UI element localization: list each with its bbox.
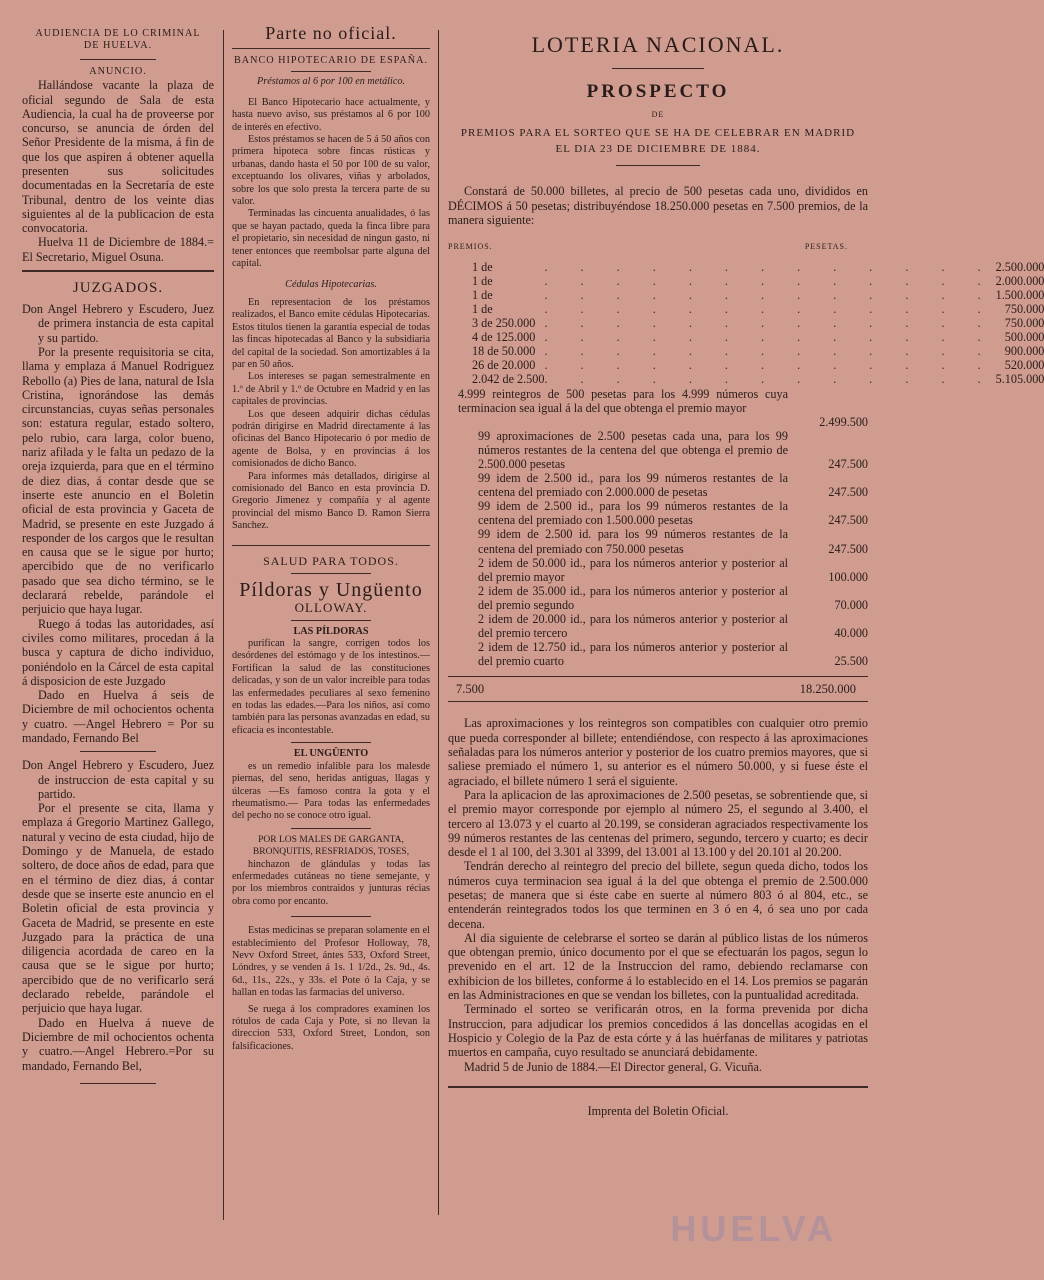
leader-dots: . . . . . . . . . . . . . — [544, 301, 996, 316]
divider — [232, 545, 430, 546]
prize-amount — [788, 387, 868, 415]
prize-count: 99 — [478, 527, 497, 542]
prize-quantity: 18 de 50.000 — [472, 344, 536, 359]
loteria-p3: Tendrán derecho al reintegro del precio del billete, segun queda dicho, todos los números cuya terminacion sea igual á la del que obtenga el premio de 2.500.000 pesetas; de manera que si éste cabe en suerte al número 803 ó al 804, etc., se entenderán reintegrados todos los que terminen en 3 ó en 4, ó sea uno por cada decena. — [448, 859, 868, 931]
requisitoria-1-dado: Dado en Huelva á seis de Diciembre de mil ochocientos ochenta y cuatro. —Angel Hebrero = Por su mandado, Fernando Bel — [22, 688, 214, 745]
anuncio-heading: ANUNCIO. — [89, 65, 147, 77]
banco-p2: Estos préstamos se hacen de 5 á 50 años con primera hipoteca sobre fincas rústicas y urbanas, dando hasta el 50 por 100 de su valor, exceptuando los olivares, viñas y arbolados, sobre los que solo presta la tercera parte de su valor. — [232, 134, 430, 208]
prize-amount: 247.500 — [828, 457, 868, 472]
prize-amount: 2.499.500 — [819, 414, 868, 429]
divider — [448, 1086, 868, 1088]
prize-quantity: 3 de 250.000 — [472, 316, 536, 331]
watermark-logo: HUELVA — [670, 1208, 837, 1249]
loteria-signature: Madrid 5 de Junio de 1884.—El Director general, G. Vicuña. — [464, 1059, 762, 1074]
juzgados-title: JUZGADOS. — [72, 280, 164, 297]
prize-row-desc — [448, 387, 868, 415]
requisitoria-2-body: Por el presente se cita, llama y emplaza á Gregorio Martinez Gallego, natural y vecino de esta ciudad, hijo de Domingo y de Manuela, de estado soltero, de doce años de edad, para que en el término de diez dias, á contar desde que se inserte este anuncio en el Boletin oficial de esta provincia y Gaceta de Madrid, se presente en este Juzgado para la práctica de una diligencia acordada de careo en la causa que se le sigue por hurto; apercibido que de no verificarlo será declarado rebelde, parándole el perjuicio que haya lugar. — [22, 801, 214, 1016]
unguento-heading: EL UNGÜENTO — [293, 748, 369, 760]
holloway-name: OLLOWAY. — [294, 599, 368, 615]
divider — [291, 620, 370, 621]
prize-row — [448, 288, 1044, 302]
prize-row — [448, 372, 1044, 386]
prize-count: 2 — [478, 612, 489, 627]
total-pesetas: 18.250.000 — [799, 682, 856, 697]
banco-p1: El Banco Hipotecario hace actualmente, y hasta nuevo aviso, sus préstamos al 6 por 100 de interés en efectivo. — [232, 96, 430, 133]
divider — [232, 48, 430, 49]
prize-text: aproximaciones de 2.500 pesetas cada una, para los 99 números restantes de la centena del que obtenga el premio de 2.500.000 pesetas — [478, 428, 788, 472]
prize-amount: 900.000 — [1004, 344, 1044, 359]
prize-amount: 1.500.000 — [995, 287, 1044, 302]
requisitoria-2-heading: Don Angel Hebrero y Escudero, Juez de instruccion de esta capital y su partido. — [22, 758, 214, 801]
pildoras-text: purifican la sangre, corrigen todos los desórdenes del estómago y de los intestinos.—Fortifican la salud de las constituciones delicadas, y son de un valor increible para todas las enfermedades peculiares al sexo femenino en todas las edades.—Para los niños, así como también para las personas avanzadas en edad, su eficacia es incontestable. — [232, 638, 430, 736]
divider — [448, 701, 868, 702]
banco-p7: Para informes más detallados, dirigirse al comisionado del Banco en esta provincia D. Gregorio Jimenez y compañía y al agente provincial del mismo Banco D. Ramon Sierra Sanchez. — [232, 470, 430, 532]
loteria-intro: Constará de 50.000 billetes, al precio de 500 pesetas cada uno, divididos en DÉCIMOS á 50 pesetas; distribuyéndose 18.250.000 pesetas en 7.500 premios, de la manera siguiente: — [448, 184, 868, 227]
prize-amount: 500.000 — [1004, 330, 1044, 345]
prize-amount: 247.500 — [828, 513, 868, 528]
prize-row-desc — [448, 556, 868, 584]
prize-count: 2 — [478, 583, 489, 598]
prize-row — [448, 260, 1044, 274]
ruego-text: Se ruega á los compradores examinen los rótulos de cada Caja y Pote, si no llevan la direccion 533, Oxford Street, London, son falsificaciones. — [232, 1003, 430, 1052]
prize-row — [448, 330, 1044, 344]
prize-text: idem de 50.000 id., para los números anterior y posterior al del premio mayor — [478, 555, 788, 584]
prize-quantity: 1 de — [472, 273, 493, 288]
prize-amount: 750.000 — [1004, 301, 1044, 316]
prize-description — [448, 640, 788, 668]
divider — [80, 1083, 157, 1084]
leader-dots: . . . . . . . . . . . . . — [544, 358, 996, 373]
divider — [612, 68, 704, 69]
prize-count: 2 — [478, 640, 489, 655]
prize-amount: 2.000.000 — [995, 273, 1044, 288]
requisitoria-1-body: Por la presente requisitoria se cita, llama y emplaza á Manuel Rodriguez Rebollo (a) Pies de lana, natural de Isla Cristina, ignorándose las demás circunstancias, cuyas señas personales son: estatura regular, estado soltero, pelo rubio, cara larga, color bueno, nariz afilada y le falta un pedazo de la oreja izquierda, para que en el término de diez dias, á contar desde que se inserte este anuncio en el Boletin oficial de esta provincia y Gaceta de Madrid, se presente en este Juzgado á responder de los cargos que le resultan en causa que se le sigue por hurto; apercibido que de no verificarlo pasado que sea dicho término, se le declarará rebelde, parándole el perjuicio que haya lugar. — [22, 344, 214, 617]
divider — [22, 270, 214, 272]
col-pesetas-label: PESETAS. — [804, 242, 848, 252]
prize-amount: 247.500 — [828, 485, 868, 500]
banco-p4: En representacion de los préstamos realizados, el Banco emite cédulas Hipotecarias. Estos títulos tienen la garantía especial de todas las fincas hipotecadas al Banco y la subsidiaria del capital de la sociedad. Son amortizables á la par en 50 años. — [232, 296, 430, 370]
prize-quantity: 2.042 de 2.500 — [472, 372, 545, 387]
cedulas-heading: Cédulas Hipotecarias. — [285, 278, 377, 290]
de-label: DE — [651, 110, 665, 119]
males-text: hinchazon de glándulas y todas las enfermedades cutáneas no tiene semejante, y por los miembros contraidos y junturas récias obra como por encanto. — [232, 858, 430, 907]
prize-description — [448, 612, 788, 640]
prize-text: idem de 2.500 id., para los 99 números restantes de la centena del premiado con 1.500.000 pesetas — [478, 499, 788, 528]
prize-quantity: 1 de — [472, 287, 493, 302]
col-premios-label: PREMIOS. — [448, 242, 493, 252]
divider — [291, 828, 370, 829]
loteria-p5: Terminado el sorteo se verificarán otros, en la forma prevenida por dicha Instruccion, para adjudicar los premios concedidos á las doncellas acogidas en el Hospicio y Colegio de la Paz de esta córte y á las huérfanas de militares y patriotas muertos en campaña, cuyo resultado se anunciará debidamente. — [448, 1002, 868, 1060]
prize-row — [448, 358, 1044, 372]
leader-dots: . . . . . . . . . . . . . — [544, 259, 996, 274]
prize-text: idem de 35.000 id., para los números anterior y posterior al del premio segundo — [478, 583, 788, 612]
divider — [448, 676, 868, 677]
prize-row — [448, 274, 1044, 288]
prize-row-desc — [448, 429, 868, 471]
prize-count: 99 — [478, 428, 497, 443]
prize-row-desc — [448, 584, 868, 612]
requisitoria-1-ruego: Ruego á todas las autoridades, así civiles como militares, procedan á la busca y captura de dicho individuo, poniéndolo en la Cárcel de esta capital á disposicion de este Juzgado — [22, 616, 214, 688]
prize-description — [448, 429, 788, 471]
parte-no-oficial-title: Parte no oficial. — [265, 23, 397, 43]
divider — [80, 751, 157, 752]
prize-count: 99 — [478, 499, 497, 514]
column-loteria — [448, 22, 1044, 1118]
loteria-p1: Las aproximaciones y los reintegros son compatibles con cualquier otro premio que pueda corresponder al billete; entendiéndose, con respecto á las aproximaciones señaladas para los números anterior y posterior de los cuatro premios mayores, que si saliese premiado el número 1, su anterior es el número 50.000, y si fuese éste el agraciado, el billete número 1 será el siguiente. — [448, 716, 868, 788]
divider — [291, 916, 370, 917]
prize-quantity: 4 de 125.000 — [472, 330, 536, 345]
prize-row-desc — [448, 471, 868, 499]
prize-row-desc — [448, 415, 868, 429]
prize-row-desc — [448, 640, 868, 668]
prize-row — [448, 344, 1044, 358]
leader-dots: . . . . . . . . . . . . . — [544, 372, 996, 387]
pildoras-title: Píldoras y Ungüento — [239, 578, 423, 601]
prize-text: idem de 2.500 id. para los 99 números restantes de la centena del premiado con 750.000 pesetas — [478, 527, 788, 556]
prize-count: 4.999 — [458, 386, 493, 401]
medicinas-text: Estas medicinas se preparan solamente en el establecimiento del Profesor Holloway, 78, Nevv Oxford Street, ántes 533, Oxford Street, Lóndres, y se venden á 1s. 1 1/2d., 2s. 9d., 4s. 6d., 11s., 22s., y 33s. el Pote ó la Caja, y se hallan en todas las farmacias del universo. — [232, 925, 430, 999]
leader-dots: . . . . . . . . . . . . . — [544, 273, 996, 288]
prize-row — [448, 316, 1044, 330]
column-unofficial — [232, 22, 430, 1053]
prize-text: idem de 20.000 id., para los números anterior y posterior al del premio tercero — [478, 612, 788, 641]
audiencia-title: AUDIENCIA DE LO CRIMINAL — [35, 28, 201, 39]
requisitoria-1-heading: Don Angel Hebrero y Escudero, Juez de primera instancia de esta capital y su partido. — [22, 302, 214, 345]
divider — [291, 573, 370, 574]
anuncio-signature: Huelva 11 de Diciembre de 1884.= El Secretario, Miguel Osuna. — [22, 235, 214, 264]
prize-count: 99 — [478, 471, 497, 486]
prize-totals — [448, 679, 868, 697]
prize-description — [448, 527, 788, 555]
prize-row-desc — [448, 612, 868, 640]
salud-heading: SALUD PARA TODOS. — [263, 553, 399, 568]
total-premios: 7.500 — [456, 682, 485, 697]
divider — [291, 742, 370, 743]
prize-table-simple — [448, 260, 1044, 387]
prize-text: idem de 2.500 id., para los 99 números restantes de la centena del premiado con 2.000.000 de pesetas — [478, 471, 788, 500]
prize-description — [448, 556, 788, 584]
audiencia-subtitle: DE HUELVA. — [83, 40, 153, 52]
prestamos-heading: Préstamos al 6 por 100 en metálico. — [257, 76, 405, 88]
leader-dots: . . . . . . . . . . . . . — [544, 287, 996, 302]
divider — [616, 165, 700, 166]
prize-description — [448, 415, 788, 429]
prize-row — [448, 302, 1044, 316]
prize-row-desc — [448, 527, 868, 555]
divider — [291, 71, 370, 72]
prize-description — [448, 387, 788, 415]
anuncio-body: Hallándose vacante la plaza de oficial segundo de Sala de esta Audiencia, la cual ha de proveerse por concurso, se anuncia de órden del Señor Presidente de la misma, á fin de que los que aspiren á obtener aquella presenten sus solicitudes documentadas en la Secretaría de este Tribunal, dentro de los veinte dias siguientes al de la publicacion de esta convocatoria. — [22, 78, 214, 236]
prize-amount: 25.500 — [834, 654, 868, 669]
banco-title: BANCO HIPOTECARIO DE ESPAÑA. — [233, 55, 429, 66]
leader-dots: . . . . . . . . . . . . . — [544, 344, 996, 359]
imprenta-footer: Imprenta del Boletin Oficial. — [587, 1103, 729, 1118]
prize-amount: 100.000 — [828, 569, 868, 584]
prize-amount: 70.000 — [834, 597, 868, 612]
prize-description — [448, 584, 788, 612]
prize-quantity: 26 de 20.000 — [472, 358, 536, 373]
loteria-title: LOTERIA NACIONAL. — [531, 32, 785, 57]
prize-table-desc — [448, 387, 868, 669]
prospecto-title: PROSPECTO — [586, 81, 730, 102]
prize-amount: 247.500 — [828, 541, 868, 556]
column-divider-left — [223, 30, 224, 1220]
prize-amount: 750.000 — [1004, 316, 1044, 331]
prize-quantity: 1 de — [472, 301, 493, 316]
banco-p6: Los que deseen adquirir dichas cédulas podrán dirigirse en Madrid directamente á las oficinas del Banco Hipotecario ó por medio de agente de Bolsa, y en provincias á los comisionados de dicho Banco. — [232, 408, 430, 470]
prize-text: reintegros de 500 pesetas para los 4.999 números cuya terminacion sea igual á la del que obtenga el premio mayor — [458, 386, 788, 415]
leader-dots: . . . . . . . . . . . . . — [544, 316, 996, 331]
prize-amount: 5.105.000 — [995, 372, 1044, 387]
prize-quantity: 1 de — [472, 259, 493, 274]
prize-description — [448, 471, 788, 499]
prize-text: idem de 12.750 id., para los números anterior y posterior al del premio cuarto — [478, 640, 788, 669]
prize-count: 2 — [478, 555, 489, 570]
unguento-text: es un remedio infalible para los malesde piernas, del seno, heridas antiguas, llagas y úlceras —Es famoso contra la gota y el rheumatismo.— Para todas las enfermedades del pecho no se conoce otro igual. — [232, 760, 430, 822]
requisitoria-2-dado: Dado en Huelva á nueve de Diciembre de mil ochocientos ochenta y cuatro.—Angel Hebrero.=Por su mandado, Fernando Bel, — [22, 1015, 214, 1073]
prize-amount: 520.000 — [1004, 358, 1044, 373]
column-divider-right — [438, 30, 439, 1215]
loteria-p2: Para la aplicacion de las aproximaciones de 2.500 pesetas, se sobrentiende que, si el premio mayor corresponde por ejemplo al número 25, el segundo al 3.400, el tercero al 13.073 y el cuarto al 20.199, se consideran agraciados respectivamente los 99 números restantes de las centenas del primero, segundo, tercero y cuarto; es decir desde el 1 al 100, del 3.301 al 3399, del 13.001 al 13.100 y del 20.101 al 20.200. — [448, 787, 868, 860]
prize-table-header — [448, 241, 868, 253]
banco-p3: Terminadas las cincuenta anualidades, ó las que se hayan pactado, queda la finca libre para el propietario, sin necesidad de ningun gasto, ni tener entonces que reembolsar parte alguna del capital. — [232, 208, 430, 270]
las-pildoras-heading: LAS PÍLDORAS — [293, 625, 369, 637]
prize-description — [448, 499, 788, 527]
males-heading: POR LOS MALES DE GARGANTA, BRONQUITIS, RESFRIADOS, TOSES, — [252, 834, 410, 858]
prize-row-desc — [448, 499, 868, 527]
banco-p5: Los intereses se pagan semestralmente en 1.º de Abril y 1.º de Octubre en Madrid y en las capitales de provincias. — [232, 371, 430, 408]
loteria-p4: Al dia siguiente de celebrarse el sorteo se darán al público listas de los números que obtengan premio, único documento por el que se efectuarán los pagos, segun lo prevenido en el art. 12 de la Instruccion del ramo, debiendo reclamarse con exhibicion de los billetes, conforme á lo establecido en el 14. Los premios se pagarán en las Administraciones en que se vendan los billetes, con la puntualidad acreditada. — [448, 930, 868, 1003]
divider — [80, 59, 157, 60]
premios-sorteo-heading: PREMIOS PARA EL SORTEO QUE SE HA DE CELEBRAR EN MADRID EL DIA 23 DE DICIEMBRE DE 1884. — [460, 127, 856, 156]
leader-dots: . . . . . . . . . . . . . — [544, 330, 996, 345]
prize-amount: 40.000 — [834, 626, 868, 641]
prize-amount: 2.500.000 — [995, 259, 1044, 274]
column-official-notices — [22, 22, 214, 1090]
